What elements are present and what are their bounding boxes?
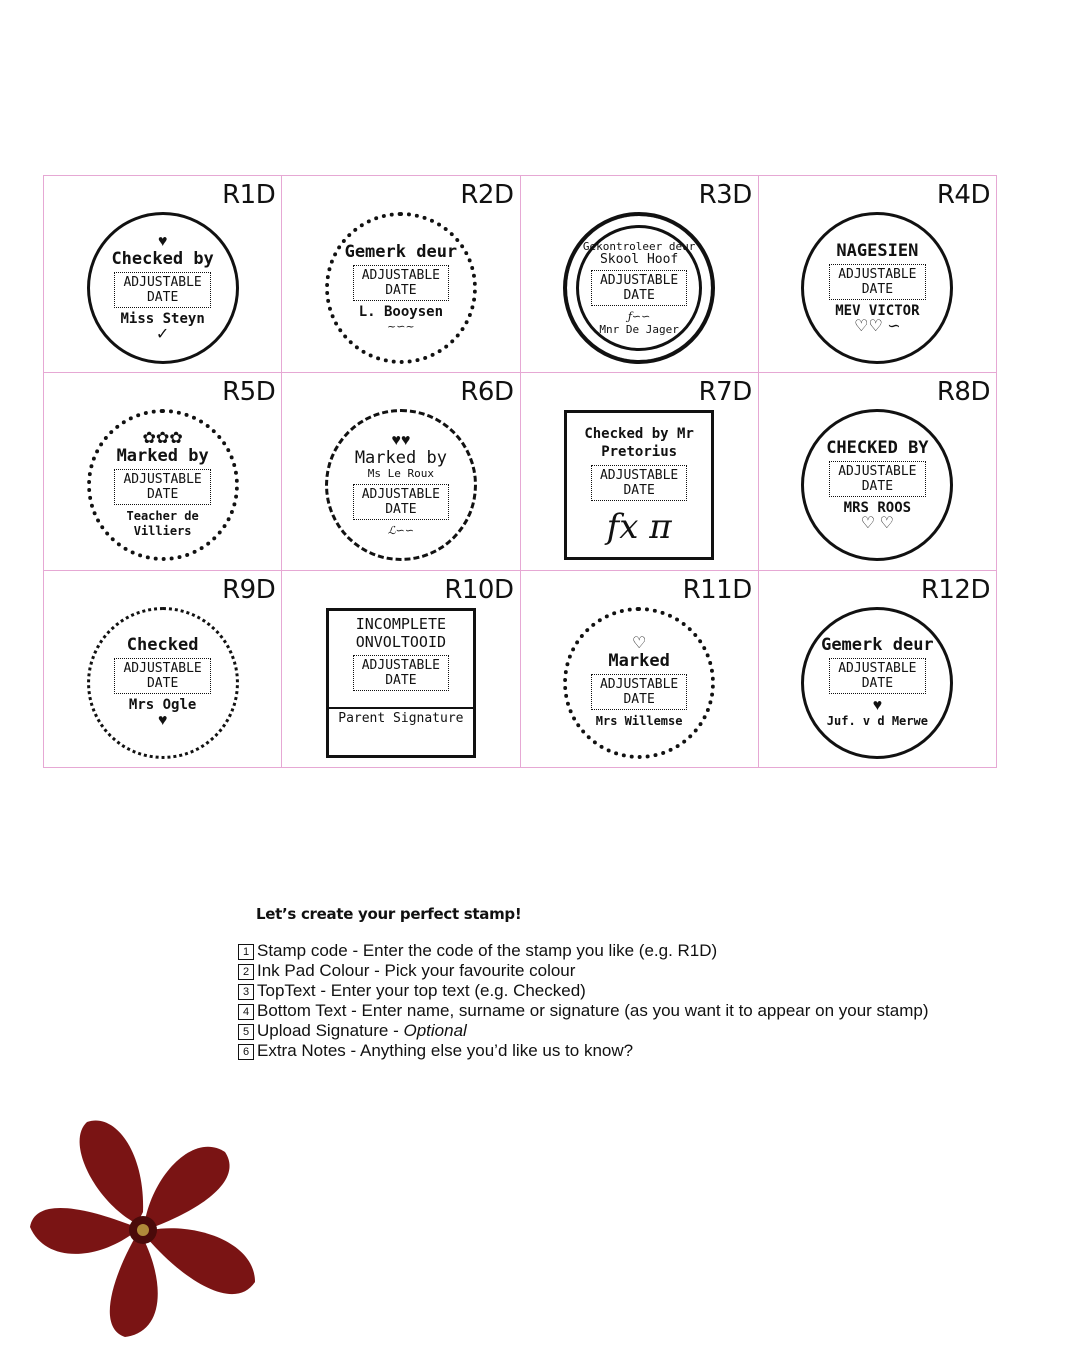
stamp-preview <box>563 607 715 759</box>
stamp-top-text: Gemerk deur <box>821 635 934 656</box>
date-label: DATE <box>861 281 894 297</box>
step-number: 5 <box>238 1024 254 1040</box>
stamp-top-text: Checked by Mr Pretorius <box>584 426 694 461</box>
heart-icon: ♥ <box>157 712 168 730</box>
date-label: ADJUSTABLE <box>361 657 441 673</box>
stamp-preview <box>87 607 239 759</box>
heart-icon: ♥ <box>872 697 883 715</box>
stamp-bottom-text: Juf. v d Merwe <box>826 714 928 729</box>
date-box <box>353 484 449 520</box>
step-bottom-text <box>238 1001 998 1021</box>
stamp-top-text: Marked by <box>354 448 447 469</box>
stamp-bottom-text: MEV VICTOR <box>835 302 920 319</box>
date-label: ADJUSTABLE <box>123 661 202 677</box>
stamp-preview <box>564 410 714 560</box>
heart-icon: ♡ <box>631 635 647 653</box>
stamp-preview <box>801 212 953 364</box>
date-label: DATE <box>385 502 417 518</box>
date-box <box>829 658 925 694</box>
parent-signature-line: Parent Signature <box>329 707 473 726</box>
date-label: ADJUSTABLE <box>599 273 679 288</box>
stamp-preview <box>326 608 476 758</box>
step-number: 6 <box>238 1044 254 1060</box>
stamp-grid <box>43 175 997 768</box>
stamp-code: R4D <box>936 180 990 210</box>
step-label: Stamp code <box>257 941 348 960</box>
stamp-code: R6D <box>460 377 514 408</box>
step-text: - <box>388 1021 404 1040</box>
step-text: - Enter your top text (e.g. Checked) <box>315 981 586 1000</box>
date-label: ADJUSTABLE <box>838 266 917 282</box>
date-label: DATE <box>146 487 179 503</box>
instructions <box>238 905 998 1061</box>
stamp-cell-r11d[interactable] <box>521 571 759 768</box>
stamp-top-text: NAGESIEN <box>836 240 919 261</box>
stamp-preview <box>87 409 239 561</box>
stamp-cell-r4d[interactable] <box>759 176 997 373</box>
stamp-code: R1D <box>222 180 276 210</box>
stamp-sub-text: Skool Hoof <box>599 252 679 267</box>
step-extra-notes <box>238 1041 998 1061</box>
date-label: DATE <box>385 672 417 688</box>
stamp-preview <box>87 212 239 364</box>
date-box <box>114 658 210 694</box>
date-label: ADJUSTABLE <box>361 487 441 503</box>
date-label: ADJUSTABLE <box>838 661 917 677</box>
date-box <box>829 264 925 300</box>
stamp-preview <box>801 607 953 759</box>
step-text: - Enter name, surname or signature (as you want it to appear on your stamp) <box>346 1001 929 1020</box>
heart-icon: ♥ <box>157 232 168 250</box>
step-number: 3 <box>238 984 254 1000</box>
step-upload-signature <box>238 1021 998 1041</box>
step-ink-colour <box>238 961 998 981</box>
stamp-preview <box>325 212 477 364</box>
step-stamp-code <box>238 941 998 961</box>
step-text: - Pick your favourite colour <box>369 961 576 980</box>
step-text: - Anything else you’d like us to know? <box>345 1041 634 1060</box>
date-box <box>114 469 210 505</box>
stamp-code: R2D <box>460 180 514 210</box>
signature-scribble-icon: ƒ∽∽ <box>627 310 651 323</box>
stamp-cell-r7d[interactable] <box>521 373 759 570</box>
step-label: Extra Notes <box>257 1041 346 1060</box>
date-label: DATE <box>146 289 179 305</box>
signature-scribble-icon: ~∽~ <box>387 320 415 333</box>
stamp-bottom-text: Teacher de Villiers <box>126 509 199 539</box>
stamp-code: R12D <box>920 574 990 605</box>
date-label: DATE <box>623 288 655 303</box>
date-label: DATE <box>146 676 179 692</box>
step-label: Ink Pad Colour <box>257 961 370 980</box>
flower-icon <box>25 1112 265 1342</box>
stamp-code: R8D <box>936 377 990 408</box>
date-box <box>114 272 210 308</box>
stamp-bottom-text: Mrs Ogle <box>128 697 197 714</box>
date-box <box>591 270 687 306</box>
stamp-bottom-text: Miss Steyn <box>120 310 205 327</box>
date-box <box>591 465 687 501</box>
date-label: ADJUSTABLE <box>838 463 917 479</box>
hearts-icon: ♡ ♡ <box>860 514 894 532</box>
stamp-top-text: Marked <box>608 651 670 672</box>
step-text: - Enter the code of the stamp you like (e.g. R1D) <box>347 941 718 960</box>
stamp-preview <box>325 409 477 561</box>
optional-label: Optional <box>403 1021 467 1040</box>
stamp-cell-r10d[interactable] <box>282 571 520 768</box>
stamp-bottom-text: Mrs Willemse <box>595 714 683 729</box>
stamp-cell-r8d[interactable] <box>759 373 997 570</box>
signature-scribble-icon: ℒ∽∽ <box>387 524 415 538</box>
stamp-cell-r3d[interactable] <box>521 176 759 373</box>
step-label: Upload Signature <box>257 1021 389 1040</box>
stamp-cell-r2d[interactable] <box>282 176 520 373</box>
date-box <box>353 655 449 691</box>
instructions-heading: Let’s create your perfect stamp! <box>256 905 522 923</box>
stamp-preview <box>801 409 953 561</box>
date-box <box>591 674 687 710</box>
stamp-code: R11D <box>682 574 752 605</box>
date-label: ADJUSTABLE <box>599 468 679 484</box>
stamp-top-text: CHECKED BY <box>826 437 929 458</box>
stamp-preview <box>563 212 715 364</box>
stamp-top-text: Gekontroleer deur <box>582 240 696 253</box>
hearts-icon: ♥♥ <box>391 432 411 450</box>
stamp-cell-r6d[interactable] <box>282 373 520 570</box>
date-label: DATE <box>861 676 894 692</box>
date-label: DATE <box>623 483 655 499</box>
stamp-sub-text: Ms Le Roux <box>367 467 434 481</box>
date-label: DATE <box>861 478 894 494</box>
stamp-code: R7D <box>698 377 752 408</box>
stamp-cell-r5d[interactable] <box>44 373 282 570</box>
stamp-code: R9D <box>222 574 276 605</box>
flowers-icon: ✿✿✿ <box>142 430 183 448</box>
stamp-top-text: Checked <box>126 635 199 656</box>
step-label: Bottom Text <box>257 1001 347 1020</box>
stamp-cell-r9d[interactable] <box>44 571 282 768</box>
step-label: TopText <box>257 981 316 1000</box>
stamp-top-text: Marked by <box>116 446 209 467</box>
date-label: ADJUSTABLE <box>123 274 202 290</box>
stamp-cell-r1d[interactable] <box>44 176 282 373</box>
stamp-top-text: Gemerk deur <box>344 242 458 262</box>
date-label: DATE <box>385 283 417 298</box>
step-number: 2 <box>238 964 254 980</box>
stamp-bottom-text: Mnr De Jager <box>599 323 679 336</box>
date-label: ADJUSTABLE <box>123 472 202 488</box>
stamp-cell-r12d[interactable] <box>759 571 997 768</box>
date-label: ADJUSTABLE <box>361 268 441 283</box>
hearts-icon: ♡♡ ∽ <box>854 317 901 335</box>
stamp-bottom-text: L. Booysen <box>358 304 444 320</box>
date-box <box>353 265 449 301</box>
checkmark-icon: ✓ <box>155 325 170 343</box>
step-number: 1 <box>238 944 254 960</box>
stamp-top-text: INCOMPLETE ONVOLTOOID <box>355 614 447 651</box>
stamp-code: R5D <box>222 377 276 408</box>
date-box <box>829 461 925 497</box>
date-label: DATE <box>623 692 655 708</box>
step-number: 4 <box>238 1004 254 1020</box>
math-symbols: fx π <box>606 507 672 548</box>
stamp-bottom-text: MRS ROOS <box>843 499 912 516</box>
step-top-text <box>238 981 998 1001</box>
stamp-code: R3D <box>698 180 752 210</box>
date-label: ADJUSTABLE <box>599 677 679 693</box>
stamp-code: R10D <box>444 574 514 605</box>
stamp-top-text: Checked by <box>111 248 214 269</box>
